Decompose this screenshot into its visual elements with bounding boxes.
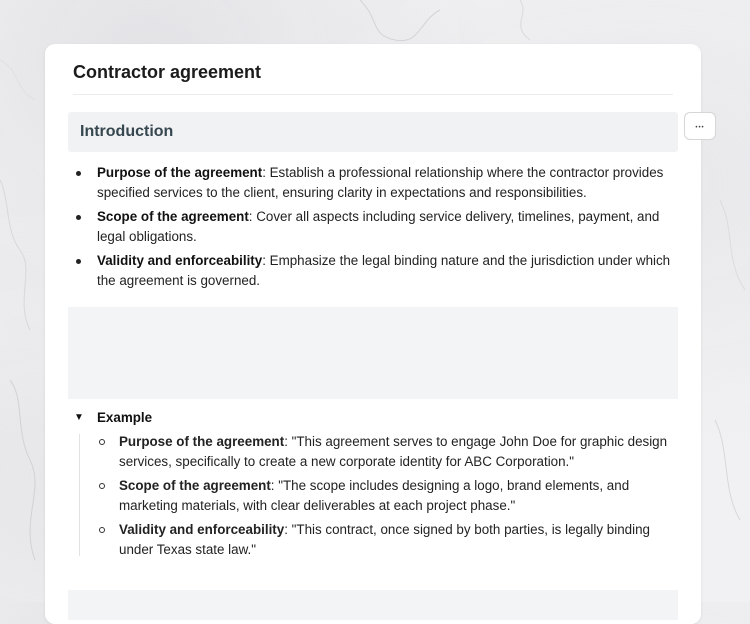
more-horizontal-icon: •••	[695, 125, 705, 131]
circle-bullet-icon	[99, 483, 105, 489]
list-item	[73, 251, 673, 291]
list-item	[73, 207, 673, 247]
bullet-icon	[76, 259, 81, 264]
list-item-text: : Cover all aspects including service delivery, timelines, payment, and legal obligations.	[97, 209, 660, 244]
list-item-term: Purpose of the agreement	[119, 434, 285, 449]
bullet-icon	[76, 171, 81, 176]
example-toggle	[73, 408, 673, 557]
document-card	[45, 44, 701, 624]
triangle-down-icon[interactable]: ▼	[74, 412, 84, 423]
section-heading: Introduction	[80, 123, 174, 140]
list-item-term: Validity and enforceability	[97, 253, 263, 268]
example-list	[73, 432, 673, 564]
circle-bullet-icon	[99, 439, 105, 445]
page-title: Contractor agreement	[73, 62, 262, 82]
list-item-text: : "This agreement serves to engage John Doe for graphic design services, specifically to create a new corporate identity for ABC Corporation."	[119, 434, 668, 469]
list-item-text: : Establish a professional relationship where the contractor provides specified services to the client, ensuring clarity in expectations and responsibilities.	[97, 165, 664, 200]
example-label: Example	[97, 410, 153, 425]
list-item-term: Purpose of the agreement	[97, 165, 263, 180]
list-item-text: : "The scope includes designing a logo, brand elements, and marketing materials, with clear deliverables at each project phase."	[119, 478, 630, 513]
bullet-icon	[76, 215, 81, 220]
list-item-term: Scope of the agreement	[97, 209, 249, 224]
more-options-button[interactable]	[684, 112, 716, 140]
list-item	[73, 432, 673, 472]
list-item-term: Validity and enforceability	[119, 522, 285, 537]
list-item-term: Scope of the agreement	[119, 478, 271, 493]
list-item-text: : "This contract, once signed by both parties, is legally binding under Texas state law."	[119, 522, 650, 557]
list-item	[73, 476, 673, 516]
example-toggle-header[interactable]	[73, 408, 673, 428]
list-item	[73, 163, 673, 203]
list-item-text: : Emphasize the legal binding nature and the jurisdiction under which the agreement is governed.	[97, 253, 671, 288]
next-section-block	[68, 590, 678, 620]
intro-list	[73, 163, 673, 295]
section-header[interactable]	[68, 112, 678, 152]
list-item	[73, 520, 673, 560]
circle-bullet-icon	[99, 527, 105, 533]
title-divider	[73, 94, 673, 95]
placeholder-block	[68, 307, 678, 399]
